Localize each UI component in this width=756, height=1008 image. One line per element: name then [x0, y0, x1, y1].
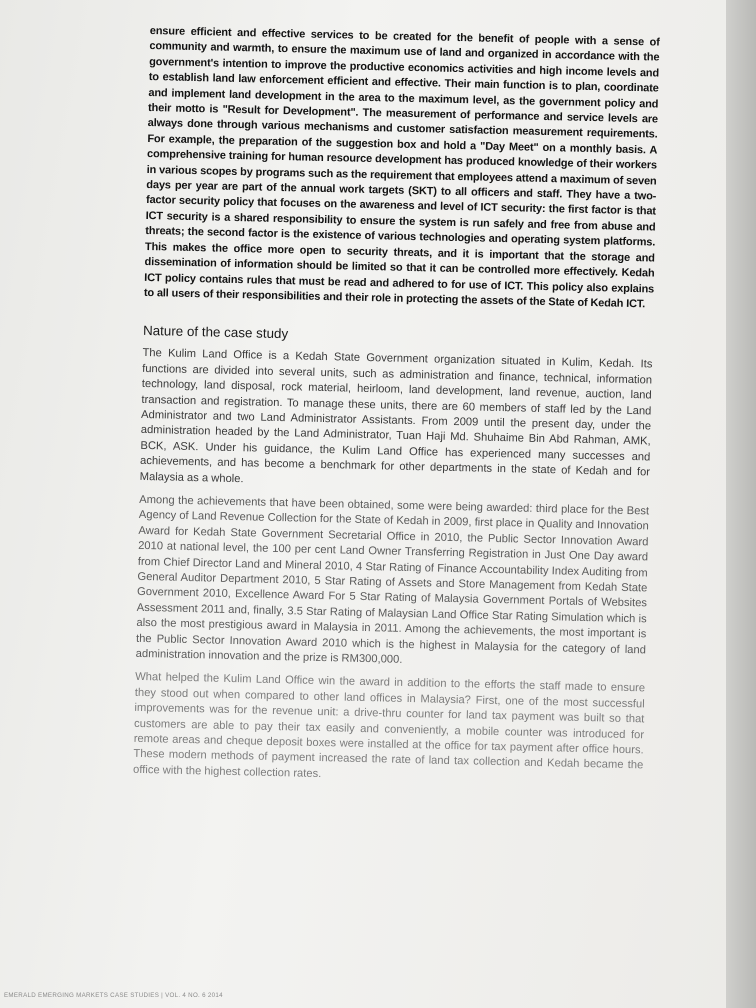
section-paragraph-2: Among the achievements that have been obtained, some were being awarded: third place for the Best Agency of Land Revenue Collection for the State of Kedah in 2009, first place in Quality and Innovation Award for Kedah State Government Secretarial Office in 2010, the Public Sector Innovation Award 2010 at national level, the 100 per cent Land Owner Transferring Registration in Just One Day award from Chief Director Land and Mineral 2010, 4 Star Rating of Finance Accountability Index Auditing from General Auditor Department 2010, 5 Star Rating of Assets and Store Management from Kedah State Government 2010, Excellence Award For 5 Star Rating of Malaysia Government Portals of Websites Assessment 2011 and, finally, 3.5 Star Rating of Malaysian Land Office Star Rating Simulation which is also the most prestigious award in Malaysia in 2011. Among the achievements, the most important is the Public Sector Innovation Award 2010 which is the highest in Malaysia for the category of land administration innovation and the prize is RM300,000.: [135, 493, 650, 666]
page-footer: EMERALD EMERGING MARKETS CASE STUDIES | VOL. 4 NO. 6 2014: [4, 992, 223, 999]
section-paragraph-1: The Kulim Land Office is a Kedah State Government organization situated in Kulim, Kedah. Its functions are divided into several units, such as administration and finance, technical, information technology, land disposal, rock material, heirloom, land development, land revenue, auction, land transaction and registration. To manage these units, there are 60 members of staff led by the Land Administrator and two Land Administrator Assistants. From 2009 until the present day, under the administration headed by the Land Administrator, Tuan Haji Md. Shuhaime Bin Abd Rahman, AMK, BCK, ASK. Under his guidance, the Kulim Land Office has experienced many successes and achievements, and has become a benchmark for other departments in the state of Kedah and for Malaysia as a whole.: [139, 347, 653, 485]
document-body: [133, 24, 660, 790]
section-paragraph-3: What helped the Kulim Land Office win the award in addition to the efforts the staff made to ensure they stood out when compared to other land offices in Malaysia? First, one of the most successful improvements was for the revenue unit: a drive-thru counter for land tax payment was built so that customers are able to pay their tax easily and conveniently, a mobile counter was introduced for remote areas and cheque deposit boxes were installed at the office for tax payment after office hours. These modern methods of payment increased the rate of land tax collection and Kedah became the office with the highest collection rates.: [132, 671, 646, 780]
section-heading: Nature of the case study: [142, 323, 289, 342]
intro-paragraph: ensure efficient and effective services to be created for the benefit of people with a sense of community and warmth, to ensure the maximum use of land and organized in accordance with the government's intention to improve the productive economics activities and high income levels and to establish land law enforcement efficient and effective. Their main function is to plan, coordinate and implement land development in the area to the maximum level, as the government policy and their motto is "Result for Development". The measurement of performance and service levels are always done through various mechanisms and customer satisfaction measurement requirements. For example, the preparation of the suggestion box and hold a "Day Meet" on a monthly basis. A comprehensive training for human resource development has produced knowledge of their workers in various scopes by programs such as the requirement that employees attend a maximum of seven days per year are part of the annual work targets (SKT) to all officers and staff. They have a two-factor security policy that focuses on the awareness and level of ICT security: the first factor is that ICT security is a shared responsibility to ensure the system is run safely and free from abuse and threats; the second factor is the existence of various technologies and operating system platforms. This makes the office more open to security threats, and it is important that the storage and dissemination of information should be limited so that it can be controlled more effectively. Kedah ICT policy contains rules that must be read and adhered to for use of ICT. This policy also explains to all users of their responsibilities and their role in protecting the assets of the State of Kedah ICT.: [143, 24, 660, 311]
page-edge-shadow: [726, 0, 756, 1008]
